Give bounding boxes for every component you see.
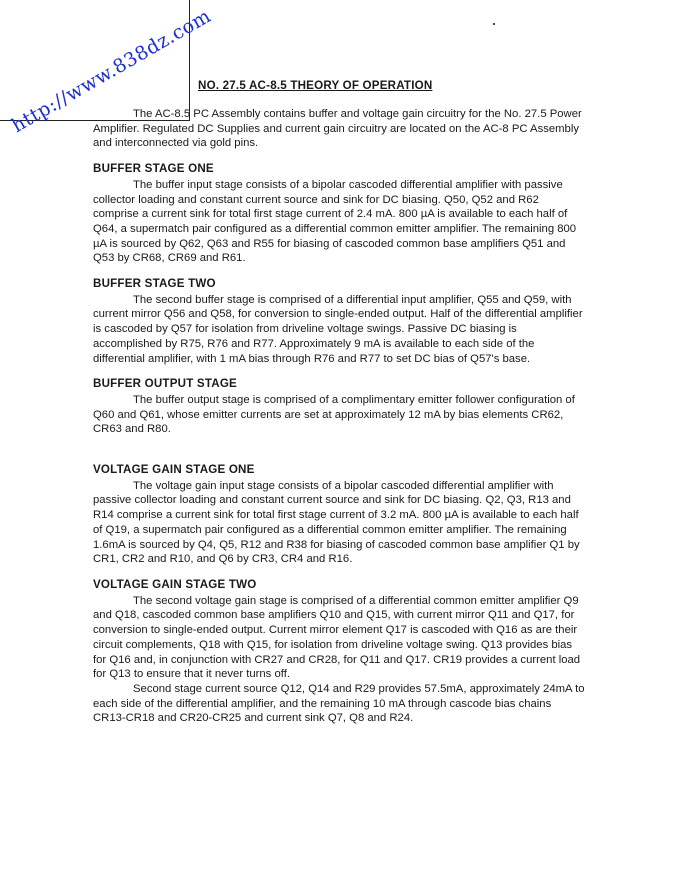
- watermark-stamp: [0, 0, 215, 138]
- section-paragraph: The buffer output stage is comprised of a complimentary emitter follower configuration of Q60 and Q61, whose emitter currents are set at approximately 12 mA by bias elements CR62, CR63 and R80.: [93, 393, 575, 436]
- intro-paragraph: The AC-8.5 PC Assembly contains buffer and voltage gain circuitry for the No. 27.5 Power Amplifier. Regulated DC Supplies and current gain circuitry are located on the AC-8 PC Assembly and interconnected via gold pins.: [93, 108, 582, 150]
- watermark-url: http://www.838dz.com: [8, 4, 215, 138]
- scan-speck: [493, 23, 495, 25]
- section-paragraph: The voltage gain input stage consists of a bipolar cascoded differential amplifier with passive collector loading and constant current source and sink for DC biasing. Q2, Q3, R13 and R14 comprise a current sink for total first stage current of 3.2 mA. 800 µA is available to each half of Q19, a supermatch pair configured as a differential common emitter amplifier. The remaining 1.6mA is sourced by Q4, Q5, R12 and R38 for biasing of cascoded common base amplifier Q1 by CR1, CR2 and R10, and Q6 by CR3, CR4 and R16.: [93, 479, 580, 566]
- section-paragraph: Second stage current source Q12, Q14 and R29 provides 57.5mA, approximately 24mA to each side of the differential amplifier, and the remaining 10 mA through cascode bias chains CR13-CR18 and CR20-CR25 and current sink Q7, Q8 and R24.: [93, 682, 585, 725]
- section-paragraph: The second buffer stage is comprised of a differential input amplifier, Q55 and Q59, with current mirror Q56 and Q58, for conversion to single-ended output. Half of the differential amplifier is cascoded by Q57 for isolation from driveline voltage swings. Passive DC biasing is accomplished by R75, R76 and R77. Approximately 9 mA is available to each side of the differential amplifier, with 1 mA bias through R76 and R77 to set DC bias of Q57's base.: [93, 293, 583, 365]
- section-heading-voltage-gain-stage-two: VOLTAGE GAIN STAGE TWO: [93, 577, 257, 591]
- section-paragraph: The second voltage gain stage is comprised of a differential common emitter amplifier Q9 and Q18, cascoded common base amplifiers Q10 and Q15, with current mirror Q11 and Q17, for conversion to single-ended output. Current mirror element Q17 is cascoded with Q16 as are their circuit complements, Q18 with Q15, for isolation from driveline voltage swing. Q13 provides bias for Q16 and, in conjunction with CR27 and CR28, for Q11 and Q17. CR19 provides a current load for Q13 to ensure that it never turns off.: [93, 594, 581, 681]
- section-paragraph: The buffer input stage consists of a bipolar cascoded differential amplifier with passive collector loading and constant current source and sink for DC biasing. Q50, Q52 and R62 comprise a current sink for total first stage current of 2.4 mA. 800 µA is available to each half of Q64, a supermatch pair configured as a differential common emitter amplifier. The remaining 800 µA is sourced by Q62, Q63 and R55 for biasing of cascoded common base amplifiers Q51 and Q53 by CR68, CR69 and R61.: [93, 178, 577, 265]
- section-heading-buffer-stage-one: BUFFER STAGE ONE: [93, 162, 214, 176]
- page-title: NO. 27.5 AC-8.5 THEORY OF OPERATION: [198, 79, 433, 92]
- document-body: [93, 107, 586, 726]
- section-heading-buffer-output-stage: BUFFER OUTPUT STAGE: [93, 377, 237, 391]
- section-heading-voltage-gain-stage-one: VOLTAGE GAIN STAGE ONE: [93, 463, 255, 477]
- section-heading-buffer-stage-two: BUFFER STAGE TWO: [93, 277, 216, 291]
